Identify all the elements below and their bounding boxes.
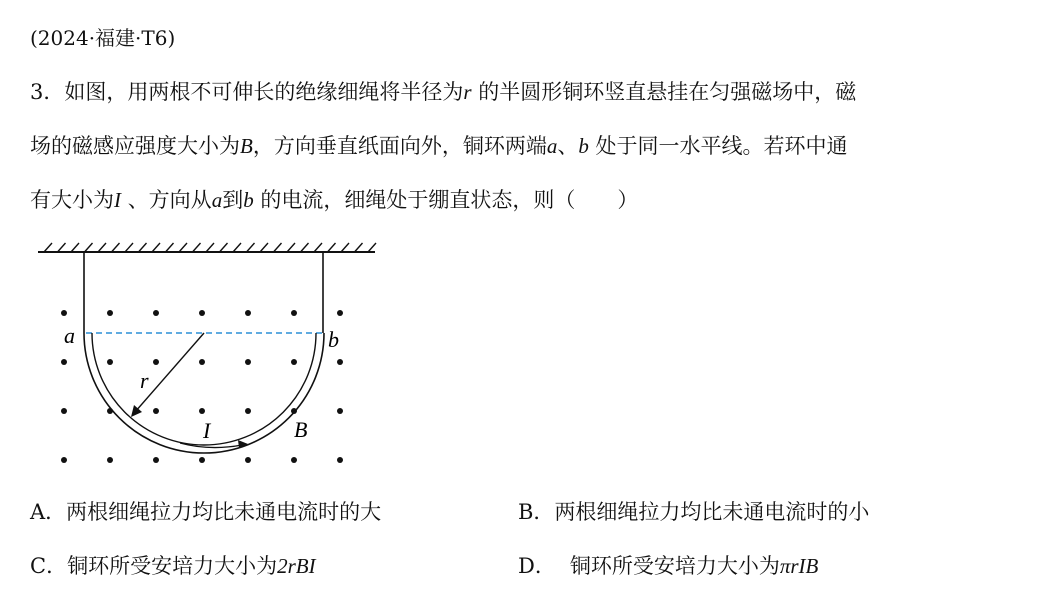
label-a: a [64,323,75,348]
hatch-mark [193,243,201,252]
var-a: a [546,134,558,158]
hatch-mark [112,243,120,252]
field-dot [245,359,251,365]
question-text: 到 [222,188,244,212]
question-text: 的电流，细绳处于绷直状态，则（ ） [260,188,639,212]
hatch-mark [206,243,214,252]
hatch-mark [301,243,309,252]
option-text: 铜环所受安培力大小为 [67,554,278,578]
question-line-1 [30,76,856,106]
hatch-mark [98,243,106,252]
hatch-mark [287,243,295,252]
option-formula: πrIB [779,554,819,578]
field-dot [337,457,343,463]
hatch-mark [341,243,349,252]
field-dot [199,457,205,463]
field-dot [291,310,297,316]
hatch-mark [355,243,363,252]
label-b: b [328,327,339,352]
hatch-mark [328,243,336,252]
option-letter: C． [30,554,68,578]
label-B: B [294,417,308,442]
question-source: (2024·福建·T6) [30,26,176,50]
question-number: 3． [30,80,65,104]
option-a[interactable] [30,496,381,526]
field-dot [61,359,67,365]
question-text: 如图，用两根不可伸长的绝缘细绳将半径为 [64,80,464,104]
field-dot [61,457,67,463]
question-text: 的半圆形铜环竖直悬挂在匀强磁场中，磁 [478,80,857,104]
var-r: r [463,80,472,104]
hatch-mark [71,243,79,252]
field-dot [199,359,205,365]
field-dot [153,457,159,463]
hatch-mark [314,243,322,252]
hatch-mark [247,243,255,252]
var-a: a [211,188,223,212]
field-dot [107,359,113,365]
var-I: I [114,188,121,212]
hatch-mark [260,243,268,252]
field-dot [245,457,251,463]
question-text: 场的磁感应强度大小为 [30,134,240,158]
option-letter: B． [518,500,555,524]
hatch-mark [179,243,187,252]
field-dot [107,310,113,316]
field-dot [291,457,297,463]
field-dot [337,408,343,414]
var-B: B [240,134,253,158]
field-dot [337,359,343,365]
option-text: 两根细绳拉力均比未通电流时的大 [66,500,382,524]
option-b[interactable] [518,496,869,526]
ceiling-hatch [44,243,376,252]
hatch-mark [139,243,147,252]
field-dot [291,359,297,365]
option-c[interactable] [30,550,316,580]
hatch-mark [125,243,133,252]
field-dot [245,408,251,414]
hatch-mark [368,243,376,252]
field-dot [337,310,343,316]
var-b: b [578,134,589,158]
question-text: ，方向垂直纸面向外，铜环两端 [252,134,547,158]
hatch-mark [220,243,228,252]
hatch-mark [58,243,66,252]
field-dot [153,310,159,316]
question-text: 有大小为 [30,188,114,212]
option-text: 铜环所受安培力大小为 [569,554,780,578]
option-text: 两根细绳拉力均比未通电流时的小 [554,500,870,524]
hatch-mark [166,243,174,252]
option-d[interactable] [518,550,818,580]
hatch-mark [85,243,93,252]
hatch-mark [233,243,241,252]
field-dot [199,310,205,316]
hatch-mark [44,243,52,252]
question-line-2 [30,130,848,160]
option-letter: D． [518,554,556,578]
question-text: 、方向从 [127,188,212,212]
hatch-mark [152,243,160,252]
hatch-mark [274,243,282,252]
field-dot [107,457,113,463]
label-I: I [203,418,211,443]
field-dot [61,408,67,414]
field-dot [153,408,159,414]
field-dot [199,408,205,414]
var-b: b [243,188,254,212]
option-formula: 2rBI [277,554,316,578]
label-r: r [140,368,149,393]
field-dot [245,310,251,316]
separator: 、 [557,134,579,158]
option-letter: A． [30,500,67,524]
physics-figure [30,236,390,476]
field-dot [61,310,67,316]
question-line-3 [30,184,638,214]
field-dot [153,359,159,365]
question-text: 处于同一水平线。若环中通 [595,134,848,158]
